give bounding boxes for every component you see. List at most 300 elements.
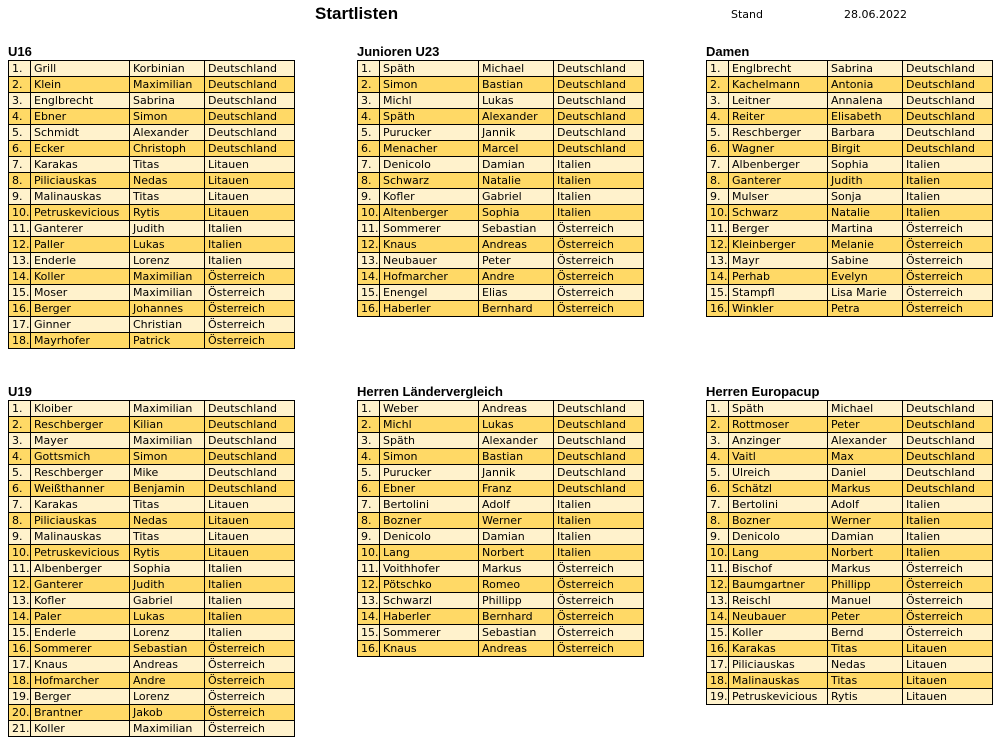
firstname-cell: Barbara: [828, 125, 903, 141]
firstname-cell: Alexander: [828, 433, 903, 449]
table-row: [9, 189, 295, 205]
firstname-cell: Andreas: [479, 237, 554, 253]
firstname-cell: Sophia: [828, 157, 903, 173]
firstname-cell: Lisa Marie: [828, 285, 903, 301]
country-cell: Litauen: [205, 529, 295, 545]
table-row: [707, 593, 993, 609]
lastname-cell: Kachelmann: [729, 77, 828, 93]
table-row: [707, 417, 993, 433]
country-cell: Deutschland: [903, 417, 993, 433]
rank-cell: 10.: [9, 205, 31, 221]
table-row: [9, 529, 295, 545]
table-row: [707, 449, 993, 465]
firstname-cell: Kilian: [130, 417, 205, 433]
rank-cell: 8.: [9, 173, 31, 189]
firstname-cell: Franz: [479, 481, 554, 497]
country-cell: Litauen: [205, 173, 295, 189]
table-row: [707, 433, 993, 449]
table-row: [9, 689, 295, 705]
table-row: [707, 221, 993, 237]
lastname-cell: Michl: [380, 93, 479, 109]
firstname-cell: Simon: [130, 109, 205, 125]
firstname-cell: Peter: [828, 609, 903, 625]
lastname-cell: Menacher: [380, 141, 479, 157]
firstname-cell: Titas: [130, 189, 205, 205]
firstname-cell: Alexander: [479, 109, 554, 125]
firstname-cell: Sophia: [479, 205, 554, 221]
firstname-cell: Alexander: [130, 125, 205, 141]
lastname-cell: Ganterer: [729, 173, 828, 189]
lastname-cell: Sommerer: [31, 641, 130, 657]
rank-cell: 10.: [358, 205, 380, 221]
table-row: [9, 433, 295, 449]
country-cell: Österreich: [205, 285, 295, 301]
list-block-herren-laendervergleich: [357, 383, 644, 657]
rank-cell: 2.: [707, 417, 729, 433]
country-cell: Italien: [205, 593, 295, 609]
lastname-cell: Karakas: [31, 157, 130, 173]
rank-cell: 8.: [358, 513, 380, 529]
country-cell: Österreich: [903, 269, 993, 285]
firstname-cell: Maximilian: [130, 401, 205, 417]
firstname-cell: Mike: [130, 465, 205, 481]
table-row: [707, 253, 993, 269]
country-cell: Deutschland: [205, 433, 295, 449]
rank-cell: 6.: [9, 141, 31, 157]
country-cell: Österreich: [205, 317, 295, 333]
rank-cell: 18.: [9, 333, 31, 349]
rank-cell: 12.: [358, 237, 380, 253]
country-cell: Österreich: [205, 641, 295, 657]
start-list-table: [8, 400, 295, 737]
table-row: [9, 481, 295, 497]
lastname-cell: Ecker: [31, 141, 130, 157]
firstname-cell: Natalie: [479, 173, 554, 189]
country-cell: Deutschland: [554, 61, 644, 77]
lastname-cell: Hofmarcher: [380, 269, 479, 285]
lastname-cell: Reschberger: [31, 417, 130, 433]
country-cell: Österreich: [205, 269, 295, 285]
firstname-cell: Lukas: [130, 609, 205, 625]
lastname-cell: Weißthanner: [31, 481, 130, 497]
country-cell: Österreich: [903, 593, 993, 609]
table-row: [707, 301, 993, 317]
lastname-cell: Stampfl: [729, 285, 828, 301]
firstname-cell: Andre: [479, 269, 554, 285]
country-cell: Deutschland: [554, 481, 644, 497]
rank-cell: 16.: [707, 641, 729, 657]
country-cell: Italien: [554, 189, 644, 205]
country-cell: Deutschland: [903, 449, 993, 465]
rank-cell: 16.: [358, 641, 380, 657]
firstname-cell: Titas: [130, 529, 205, 545]
firstname-cell: Max: [828, 449, 903, 465]
firstname-cell: Elias: [479, 285, 554, 301]
country-cell: Österreich: [205, 721, 295, 737]
lastname-cell: Berger: [31, 689, 130, 705]
country-cell: Deutschland: [205, 417, 295, 433]
table-row: [9, 657, 295, 673]
firstname-cell: Markus: [479, 561, 554, 577]
firstname-cell: Adolf: [828, 497, 903, 513]
firstname-cell: Jakob: [130, 705, 205, 721]
firstname-cell: Johannes: [130, 301, 205, 317]
rank-cell: 5.: [707, 465, 729, 481]
table-row: [9, 269, 295, 285]
table-row: [9, 417, 295, 433]
list-title: Junioren U23: [357, 44, 440, 59]
table-row: [9, 625, 295, 641]
lastname-cell: Piliciauskas: [729, 657, 828, 673]
lastname-cell: Anzinger: [729, 433, 828, 449]
rank-cell: 13.: [707, 593, 729, 609]
rank-cell: 1.: [9, 61, 31, 77]
firstname-cell: Werner: [479, 513, 554, 529]
lastname-cell: Wagner: [729, 141, 828, 157]
table-row: [358, 561, 644, 577]
country-cell: Italien: [205, 237, 295, 253]
table-row: [707, 141, 993, 157]
firstname-cell: Elisabeth: [828, 109, 903, 125]
country-cell: Italien: [205, 577, 295, 593]
firstname-cell: Lorenz: [130, 253, 205, 269]
country-cell: Deutschland: [554, 433, 644, 449]
table-row: [9, 465, 295, 481]
table-row: [9, 577, 295, 593]
rank-cell: 3.: [707, 93, 729, 109]
firstname-cell: Nedas: [130, 513, 205, 529]
table-row: [9, 333, 295, 349]
lastname-cell: Mayer: [31, 433, 130, 449]
firstname-cell: Andreas: [479, 641, 554, 657]
rank-cell: 17.: [9, 317, 31, 333]
table-row: [707, 513, 993, 529]
table-row: [358, 77, 644, 93]
rank-cell: 7.: [9, 497, 31, 513]
table-row: [358, 609, 644, 625]
list-title: Herren Ländervergleich: [357, 384, 503, 399]
lastname-cell: Denicolo: [380, 157, 479, 173]
rank-cell: 7.: [9, 157, 31, 173]
table-row: [358, 109, 644, 125]
lastname-cell: Knaus: [380, 641, 479, 657]
lastname-cell: Karakas: [729, 641, 828, 657]
country-cell: Deutschland: [903, 465, 993, 481]
lastname-cell: Knaus: [31, 657, 130, 673]
country-cell: Italien: [554, 529, 644, 545]
stand-date: 28.06.2022: [844, 8, 907, 21]
rank-cell: 11.: [358, 561, 380, 577]
rank-cell: 4.: [358, 109, 380, 125]
firstname-cell: Romeo: [479, 577, 554, 593]
firstname-cell: Sebastian: [130, 641, 205, 657]
firstname-cell: Judith: [130, 577, 205, 593]
rank-cell: 18.: [707, 673, 729, 689]
firstname-cell: Christian: [130, 317, 205, 333]
firstname-cell: Bernhard: [479, 609, 554, 625]
lastname-cell: Enderle: [31, 253, 130, 269]
rank-cell: 12.: [358, 577, 380, 593]
table-row: [358, 141, 644, 157]
country-cell: Österreich: [903, 561, 993, 577]
table-row: [9, 401, 295, 417]
country-cell: Österreich: [554, 253, 644, 269]
firstname-cell: Annalena: [828, 93, 903, 109]
country-cell: Deutschland: [903, 481, 993, 497]
lastname-cell: Simon: [380, 77, 479, 93]
rank-cell: 4.: [707, 109, 729, 125]
rank-cell: 6.: [9, 481, 31, 497]
firstname-cell: Natalie: [828, 205, 903, 221]
rank-cell: 11.: [707, 561, 729, 577]
rank-cell: 12.: [707, 237, 729, 253]
lastname-cell: Ebner: [380, 481, 479, 497]
country-cell: Deutschland: [554, 77, 644, 93]
lastname-cell: Ulreich: [729, 465, 828, 481]
firstname-cell: Lorenz: [130, 689, 205, 705]
country-cell: Deutschland: [903, 433, 993, 449]
country-cell: Deutschland: [554, 141, 644, 157]
country-cell: Deutschland: [554, 93, 644, 109]
rank-cell: 17.: [707, 657, 729, 673]
firstname-cell: Lukas: [130, 237, 205, 253]
firstname-cell: Antonia: [828, 77, 903, 93]
country-cell: Italien: [554, 545, 644, 561]
lastname-cell: Bertolini: [729, 497, 828, 513]
list-title: Herren Europacup: [706, 384, 820, 399]
country-cell: Italien: [205, 221, 295, 237]
table-row: [9, 61, 295, 77]
table-row: [707, 189, 993, 205]
country-cell: Österreich: [903, 301, 993, 317]
rank-cell: 9.: [9, 529, 31, 545]
lastname-cell: Berger: [31, 301, 130, 317]
lastname-cell: Ginner: [31, 317, 130, 333]
country-cell: Deutschland: [205, 401, 295, 417]
firstname-cell: Rytis: [130, 205, 205, 221]
firstname-cell: Maximilian: [130, 77, 205, 93]
firstname-cell: Sabrina: [130, 93, 205, 109]
lastname-cell: Gottsmich: [31, 449, 130, 465]
table-row: [358, 221, 644, 237]
list-block-junioren-u23: [357, 43, 644, 317]
rank-cell: 2.: [358, 417, 380, 433]
list-title: U19: [8, 384, 32, 399]
table-row: [9, 93, 295, 109]
table-row: [9, 497, 295, 513]
rank-cell: 8.: [707, 173, 729, 189]
firstname-cell: Maximilian: [130, 285, 205, 301]
country-cell: Österreich: [205, 689, 295, 705]
rank-cell: 4.: [9, 449, 31, 465]
firstname-cell: Jannik: [479, 465, 554, 481]
table-row: [358, 205, 644, 221]
rank-cell: 16.: [707, 301, 729, 317]
lastname-cell: Kleinberger: [729, 237, 828, 253]
country-cell: Litauen: [903, 641, 993, 657]
table-row: [358, 513, 644, 529]
table-row: [358, 125, 644, 141]
rank-cell: 10.: [9, 545, 31, 561]
table-row: [9, 545, 295, 561]
lastname-cell: Knaus: [380, 237, 479, 253]
rank-cell: 7.: [707, 157, 729, 173]
table-row: [707, 657, 993, 673]
rank-cell: 9.: [707, 189, 729, 205]
firstname-cell: Martina: [828, 221, 903, 237]
lastname-cell: Kofler: [380, 189, 479, 205]
country-cell: Deutschland: [205, 109, 295, 125]
rank-cell: 11.: [9, 221, 31, 237]
lastname-cell: Leitner: [729, 93, 828, 109]
table-row: [707, 481, 993, 497]
table-row: [707, 609, 993, 625]
country-cell: Italien: [903, 513, 993, 529]
lastname-cell: Denicolo: [729, 529, 828, 545]
lastname-cell: Brantner: [31, 705, 130, 721]
lastname-cell: Paller: [31, 237, 130, 253]
country-cell: Italien: [903, 497, 993, 513]
lastname-cell: Vaitl: [729, 449, 828, 465]
country-cell: Litauen: [205, 545, 295, 561]
firstname-cell: Jannik: [479, 125, 554, 141]
firstname-cell: Andre: [130, 673, 205, 689]
country-cell: Österreich: [903, 237, 993, 253]
rank-cell: 8.: [358, 173, 380, 189]
lastname-cell: Neubauer: [729, 609, 828, 625]
country-cell: Österreich: [205, 673, 295, 689]
lastname-cell: Karakas: [31, 497, 130, 513]
table-row: [358, 269, 644, 285]
country-cell: Österreich: [554, 609, 644, 625]
table-row: [707, 561, 993, 577]
table-row: [9, 253, 295, 269]
lastname-cell: Albenberger: [31, 561, 130, 577]
country-cell: Litauen: [205, 205, 295, 221]
table-row: [358, 237, 644, 253]
rank-cell: 9.: [9, 189, 31, 205]
firstname-cell: Lukas: [479, 93, 554, 109]
lastname-cell: Ebner: [31, 109, 130, 125]
lastname-cell: Reschberger: [31, 465, 130, 481]
lastname-cell: Malinauskas: [31, 189, 130, 205]
lastname-cell: Bozner: [380, 513, 479, 529]
country-cell: Deutschland: [205, 61, 295, 77]
table-row: [707, 285, 993, 301]
lastname-cell: Neubauer: [380, 253, 479, 269]
firstname-cell: Phillipp: [479, 593, 554, 609]
table-row: [9, 705, 295, 721]
firstname-cell: Maximilian: [130, 721, 205, 737]
table-row: [707, 673, 993, 689]
lastname-cell: Baumgartner: [729, 577, 828, 593]
country-cell: Österreich: [554, 285, 644, 301]
table-row: [358, 465, 644, 481]
table-row: [9, 317, 295, 333]
firstname-cell: Lorenz: [130, 625, 205, 641]
lastname-cell: Denicolo: [380, 529, 479, 545]
country-cell: Österreich: [554, 221, 644, 237]
lastname-cell: Weber: [380, 401, 479, 417]
rank-cell: 2.: [9, 417, 31, 433]
country-cell: Litauen: [205, 497, 295, 513]
lastname-cell: Späth: [729, 401, 828, 417]
start-list-table: [706, 60, 993, 317]
firstname-cell: Daniel: [828, 465, 903, 481]
table-row: [358, 625, 644, 641]
lastname-cell: Lang: [380, 545, 479, 561]
table-row: [707, 157, 993, 173]
table-row: [707, 125, 993, 141]
table-row: [707, 497, 993, 513]
rank-cell: 15.: [9, 285, 31, 301]
lastname-cell: Schwarz: [380, 173, 479, 189]
firstname-cell: Norbert: [828, 545, 903, 561]
firstname-cell: Andreas: [130, 657, 205, 673]
table-row: [707, 529, 993, 545]
table-row: [358, 641, 644, 657]
lastname-cell: Schwarzl: [380, 593, 479, 609]
table-row: [9, 77, 295, 93]
table-row: [9, 173, 295, 189]
rank-cell: 2.: [707, 77, 729, 93]
country-cell: Österreich: [205, 301, 295, 317]
firstname-cell: Peter: [479, 253, 554, 269]
rank-cell: 14.: [9, 609, 31, 625]
lastname-cell: Perhab: [729, 269, 828, 285]
table-row: [707, 173, 993, 189]
firstname-cell: Alexander: [479, 433, 554, 449]
rank-cell: 16.: [9, 301, 31, 317]
firstname-cell: Lukas: [479, 417, 554, 433]
firstname-cell: Rytis: [130, 545, 205, 561]
country-cell: Italien: [554, 513, 644, 529]
lastname-cell: Koller: [31, 721, 130, 737]
lastname-cell: Paler: [31, 609, 130, 625]
country-cell: Deutschland: [903, 401, 993, 417]
country-cell: Deutschland: [903, 61, 993, 77]
lastname-cell: Englbrecht: [31, 93, 130, 109]
country-cell: Italien: [903, 157, 993, 173]
lastname-cell: Haberler: [380, 609, 479, 625]
country-cell: Deutschland: [205, 449, 295, 465]
country-cell: Österreich: [554, 625, 644, 641]
table-row: [707, 641, 993, 657]
rank-cell: 12.: [9, 237, 31, 253]
country-cell: Deutschland: [554, 125, 644, 141]
country-cell: Österreich: [205, 657, 295, 673]
firstname-cell: Markus: [828, 481, 903, 497]
firstname-cell: Birgit: [828, 141, 903, 157]
lastname-cell: Schmidt: [31, 125, 130, 141]
table-row: [358, 285, 644, 301]
table-row: [707, 205, 993, 221]
country-cell: Litauen: [903, 673, 993, 689]
table-row: [358, 189, 644, 205]
rank-cell: 1.: [707, 401, 729, 417]
firstname-cell: Markus: [828, 561, 903, 577]
rank-cell: 5.: [9, 125, 31, 141]
country-cell: Deutschland: [903, 93, 993, 109]
table-row: [358, 93, 644, 109]
firstname-cell: Maximilian: [130, 433, 205, 449]
table-row: [9, 673, 295, 689]
country-cell: Litauen: [205, 157, 295, 173]
firstname-cell: Bastian: [479, 449, 554, 465]
rank-cell: 5.: [358, 465, 380, 481]
rank-cell: 9.: [707, 529, 729, 545]
table-row: [9, 513, 295, 529]
